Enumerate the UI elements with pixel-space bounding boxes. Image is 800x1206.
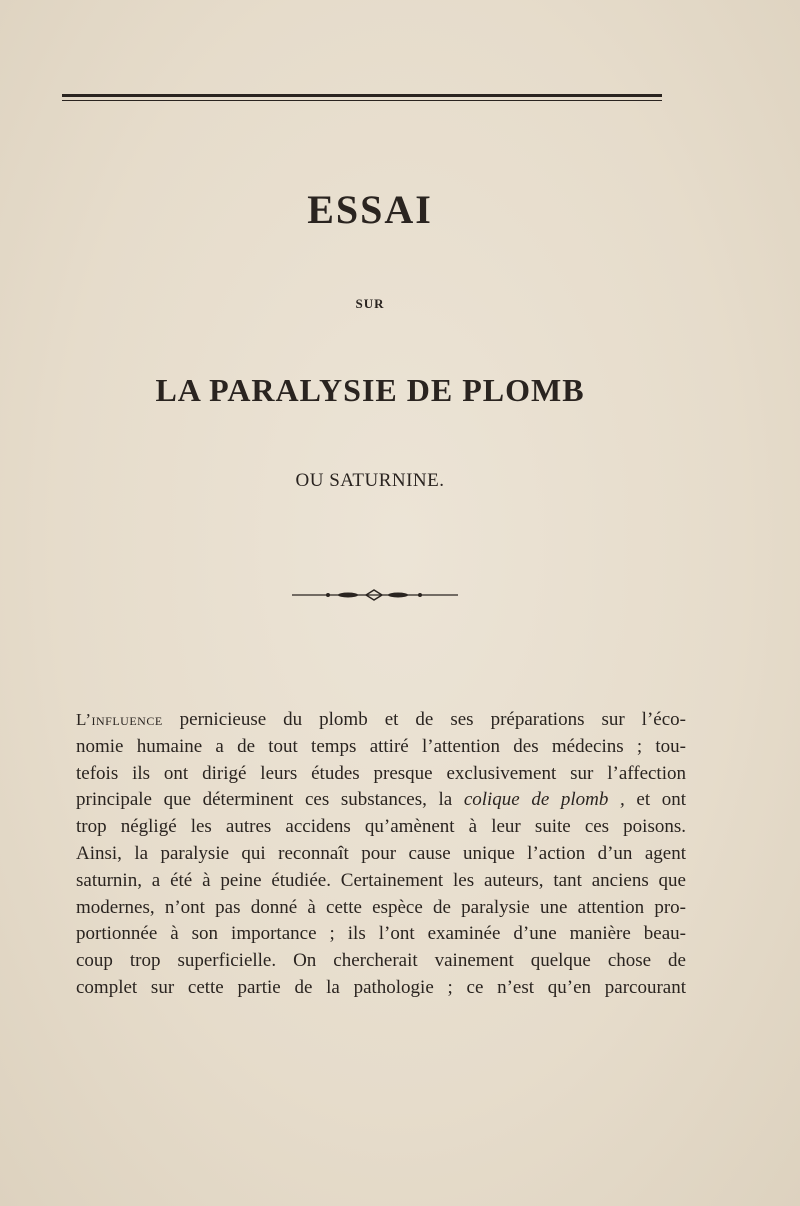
text-line bbox=[76, 787, 686, 814]
italic-term: colique de plomb , bbox=[463, 789, 625, 811]
text-line: Ainsi, la paralysie qui reconnaît pour cause unique l’action d’un agent bbox=[76, 842, 686, 864]
ornament-divider-icon bbox=[290, 588, 460, 602]
text-line: nomie humaine a de tout temps attiré l’attention des médecins ; tou- bbox=[76, 735, 686, 757]
text-line: trop négligé les autres accidens qu’amènent à leur suite ces poisons. bbox=[76, 816, 686, 838]
text-line: tefois ils ont dirigé leurs études presque exclusivement sur l’affection bbox=[76, 762, 686, 784]
body-paragraph bbox=[76, 707, 686, 1002]
header-double-rule bbox=[62, 94, 662, 101]
text-line: modernes, n’ont pas donné à cette espèce de paralysie une attention pro- bbox=[76, 896, 686, 918]
text-run: et ont bbox=[624, 789, 686, 811]
text-line: complet sur cette partie de la pathologie ; ce n’est qu’en parcourant bbox=[76, 976, 686, 998]
text-run: pernicieuse du plomb et de ses préparations sur l’éco- bbox=[162, 709, 686, 730]
text-line: saturnin, a été à peine étudiée. Certainement les auteurs, tant anciens que bbox=[76, 869, 686, 891]
title-subject: LA PARALYSIE DE PLOMB bbox=[155, 372, 585, 408]
text-line: portionnée à son importance ; ils l’ont examinée d’une manière beau- bbox=[76, 923, 686, 945]
title-variant: OU SATURNINE. bbox=[295, 470, 445, 491]
lead-word: L’influence bbox=[76, 710, 163, 729]
text-line: coup trop superficielle. On chercherait vainement quelque chose de bbox=[76, 950, 686, 972]
text-line bbox=[76, 707, 686, 734]
text-run: principale que déterminent ces substances, la bbox=[76, 789, 464, 811]
title-connector: SUR bbox=[355, 296, 385, 311]
title-main: ESSAI bbox=[307, 187, 433, 232]
